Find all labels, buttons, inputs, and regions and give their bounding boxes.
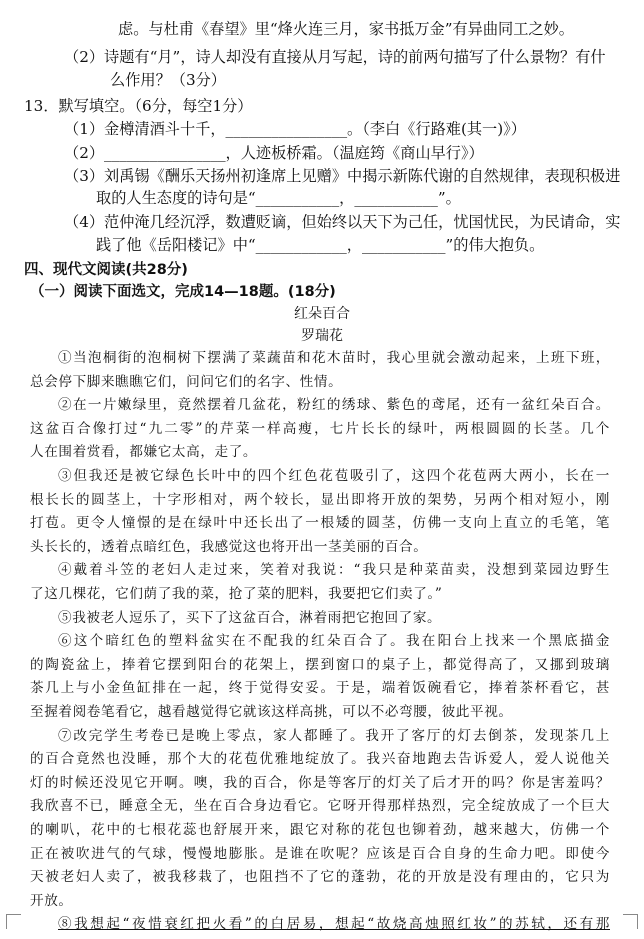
article-line: 茶几上与小金鱼缸排在一起，终于觉得安妥。于是，端着饭碗看它，捧着茶杯看它，甚 xyxy=(30,680,610,697)
article-line: 打苞。更令人憧憬的是在绿叶中还长出了一根矮的圆茎，仿佛一支向上直立的毛笔，笔 xyxy=(30,515,610,532)
article-line: ⑤我被老人逗乐了，买下了这盆百合，淋着雨把它抱回了家。 xyxy=(58,609,442,626)
article-line: 灯的时候还没见它开啊。噢，我的百合，你是等客厅的灯关了后才开的吗？你是害羞吗？ xyxy=(30,774,610,791)
question-13-item-2: （2）________________，人迹板桥霜。（温庭筠《商山早行》） xyxy=(64,144,484,162)
article-line: 的喇叭，花中的七根花蕊也舒展开来，跟它对称的花包也铆着劲，越来越大，仿佛一个 xyxy=(30,822,610,838)
article-line: ⑦改完学生考卷已是晚上零点，家人都睡了。我开了客厅的灯去倒茶，发现茶几上 xyxy=(58,727,610,744)
article-line: 这盆百合像打过“九二零”的芹菜一样高瘦，七片长长的绿叶，两根圆圆的长茎。几个 xyxy=(30,420,610,437)
page-corner-mark-left xyxy=(6,914,21,929)
article-line: 正在被吹进气的气球，慢慢地膨胀。是谁在吹呢？应该是百合自身的生命力吧。即使今 xyxy=(30,845,610,862)
article-author: 罗瑞花 xyxy=(301,328,343,344)
article-line: 开放。 xyxy=(30,892,73,909)
article-line: ⑧我想起“夜惜衰红把火看”的白居易，想起“故烧高烛照红妆”的苏轼，还有那 xyxy=(58,916,610,933)
article-line: ④戴着斗笠的老妇人走过来，笑着对我说：“我只是种菜苗卖，没想到菜园边野生 xyxy=(58,562,610,579)
question-13-item-3-line-2: 取的人生态度的诗句是“___________，___________”。 xyxy=(96,189,461,207)
reading-task-heading: （一）阅读下面选文，完成14—18题。(18分) xyxy=(30,284,336,300)
article-line: 的百合竟然也没睡，那个大的花苞优雅地绽放了。我兴奋地跑去告诉爱人，爱人说他关 xyxy=(30,751,610,768)
question-13-item-3-line-1: （3）刘禹锡《酬乐天扬州初逢席上见赠》中揭示新陈代谢的自然规律，表现积极进 xyxy=(64,167,621,185)
article-line: ②在一片嫩绿里，竟然摆着几盆花，粉红的绣球、紫色的鸢尾，还有一盆红朵百合。 xyxy=(58,397,610,414)
page-corner-mark-right xyxy=(623,914,638,929)
section-4-heading: 四、现代文阅读(共28分) xyxy=(24,262,188,278)
article-line: 根长长的圆茎上，十字形相对，两个较长，显出即将开放的架势，另两个相对短小，刚 xyxy=(30,491,610,508)
article-title: 红朵百合 xyxy=(294,306,350,322)
article-line: 人在围着赏看，都嫌它太高，走了。 xyxy=(30,444,258,461)
question-2-line-2: 么作用？（3分） xyxy=(110,71,226,89)
article-line: 我欣喜不已，睡意全无，坐在百合身边看它。它呀开得那样热烈，完全绽放成了一个巨大 xyxy=(30,798,610,815)
question-13-item-4-line-1: （4）范仲淹几经沉浮，数遭贬谪，但始终以天下为己任，忧国忧民，为民请命，实 xyxy=(64,213,621,231)
article-line: 天被老妇人卖了，被我移栽了，也阻挡不了它的蓬勃，花的开放是没有理由的，它只为 xyxy=(30,869,610,886)
article-line: 头长长的，透着点暗红色，我感觉这也将开出一茎美丽的百合。 xyxy=(30,538,428,555)
article-line: ③但我还是被它绿色长叶中的四个红色花苞吸引了，这四个花苞两大两小，长在一 xyxy=(58,468,610,484)
poem-analysis-line: 虑。与杜甫《春望》里“烽火连三月，家书抵万金”有异曲同工之妙。 xyxy=(118,20,574,38)
article-line: 的陶瓷盆上，捧着它摆到阳台的花架上，摆到窗口的桌子上，都觉得高了，又挪到玻璃 xyxy=(30,656,610,673)
article-line: 至握着阅卷笔看它，越看越觉得它就该这样高挑，可以不必弯腰，彼此平视。 xyxy=(30,704,513,720)
question-13-heading: 13．默写填空。（6分，每空1分） xyxy=(24,97,253,115)
question-2-line-1: （2）诗题有“月”，诗人却没有直接从月写起，诗的前两句描写了什么景物？有什 xyxy=(64,48,606,66)
article-line: ①当泡桐街的泡桐树下摆满了菜蔬苗和花木苗时，我心里就会激动起来，上班下班， xyxy=(58,350,610,366)
article-line: 总会停下脚来瞧瞧它们，问问它们的名字、性情。 xyxy=(30,373,343,390)
article-line: 了这几棵花，它们荫了我的菜，抢了菜的肥料，我要把它们卖了。” xyxy=(30,586,443,602)
article-line: ⑥这个暗红色的塑料盆实在不配我的红朵百合了。我在阳台上找来一个黑底描金 xyxy=(58,633,610,650)
question-13-item-4-line-2: 践了他《岳阳楼记》中“____________，___________”的伟大抱负。 xyxy=(96,236,545,254)
question-13-item-1: （1）金樽清酒斗十千，________________。（李白《行路难(其一)》） xyxy=(64,120,526,138)
